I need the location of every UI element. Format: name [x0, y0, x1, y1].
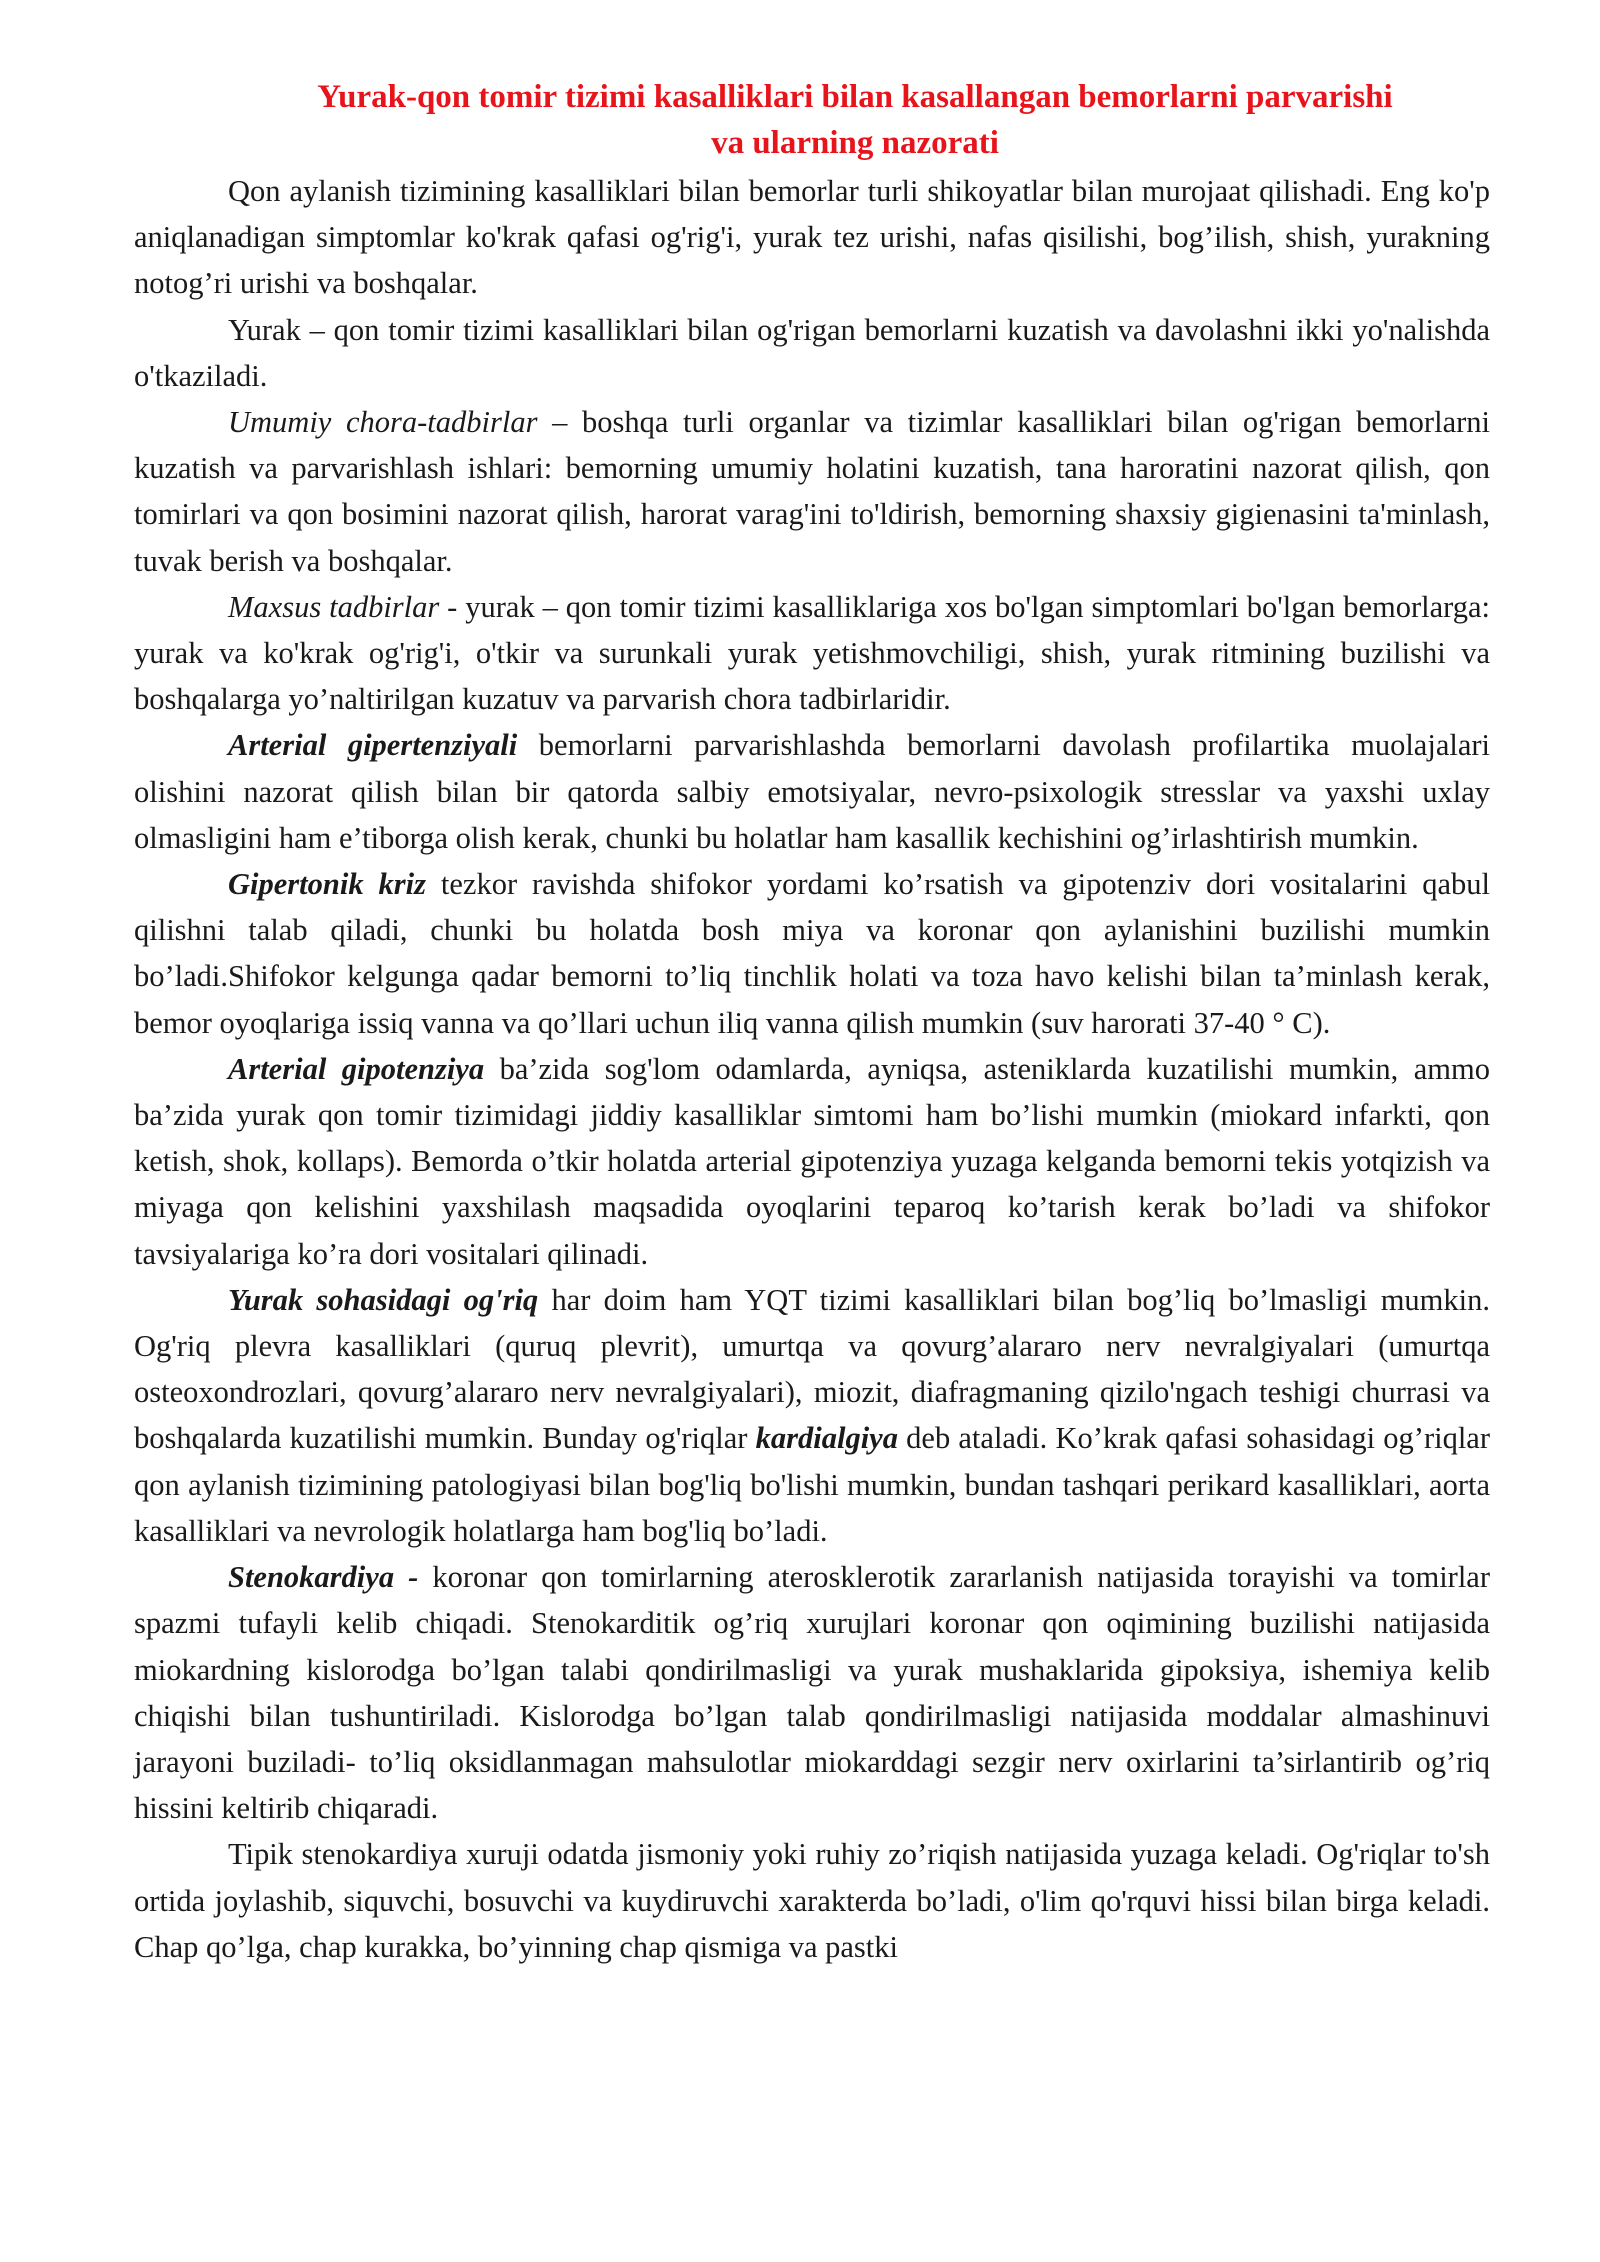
paragraph-heart-pain [134, 1277, 1490, 1554]
paragraph-hypotension [134, 1046, 1490, 1277]
title-line-1: Yurak-qon tomir tizimi kasalliklari bilan kasallangan bemorlarni parvarishi [317, 79, 1393, 115]
term-arterial-hypotension: Arterial gipotenziya [228, 1051, 485, 1086]
term-heart-area-pain: Yurak sohasidagi og'riq [228, 1282, 539, 1317]
paragraph-care-directions [134, 307, 1490, 399]
paragraph-symptoms [134, 168, 1490, 307]
term-special-measures: Maxsus tadbirlar [228, 589, 440, 624]
paragraph-text: Qon aylanish tizimining kasalliklari bilan bemorlar turli shikoyatlar bilan murojaat qilishadi. Eng ko'p aniqlanadigan simptomlar ko'krak qafasi og'rig'i, yurak tez urishi, nafas qisilishi, bog’ilish, shish, yurakning notog’ri urishi va boshqalar. [134, 174, 1490, 301]
paragraph-text: Tipik stenokardiya xuruji odatda jismoniy yoki ruhiy zo’riqish natijasida yuzaga keladi. Og'riqlar to'sh ortida joylashib, siquvchi, bosuvchi va kuydiruvchi xarakterda bo’ladi, o'lim qo'rquvi hissi bilan birga keladi. Chap qo’lga, chap kurakka, bo’yinning chap qismiga va pastki [134, 1837, 1490, 1964]
paragraph-text: Yurak – qon tomir tizimi kasalliklari bilan og'rigan bemorlarni kuzatish va davolashni ikki yo'nalishda o'tkaziladi. [134, 312, 1490, 393]
paragraph-text: ba’zida sog'lom odamlarda, ayniqsa, asteniklarda kuzatilishi mumkin, ammo ba’zida yurak qon tomir tizimidagi jiddiy kasalliklar simtomi ham bo’lishi mumkin (miokard infarkti, qon ketish, shok, kollaps). Bemorda o’tkir holatda arterial gipotenziya yuzaga kelganda bemorni tekis yotqizish va miyaga qon kelishini yaxshilash maqsadida oyoqlarini teparoq ko’tarish kerak bo’ladi va shifokor tavsiyalariga ko’ra dori vositalari qilinadi. [134, 1051, 1490, 1271]
paragraph-text: deb ataladi. Ko’krak qafasi sohasidagi og’riqlar qon aylanish tizimining patologiyasi bilan bog'liq bo'lishi mumkin, bundan tashqari perikard kasalliklari, aorta kasalliklari va nevrologik holatlarga ham bog'liq bo’ladi. [134, 1421, 1490, 1548]
term-stenocardia: Stenokardiya - [228, 1560, 419, 1595]
paragraph-text: koronar qon tomirlarning aterosklerotik zararlanish natijasida torayishi va tomirlar spazmi tufayli kelib chiqadi. Stenokarditik og’riq xurujlari koronar qon oqimining buzilishi natijasida miokardning kislorodga bo’lgan talabi qondirilmasligi va yurak mushaklarida gipoksiya, ishemiya kelib chiqishi bilan tushuntiriladi. Kislorodga bo’lgan talab qondirilmasligi natijasida moddalar almashinuvi jarayoni buziladi- to’liq oksidlanmagan mahsulotlar miokarddagi sezgir nerv oxirlarini ta’sirlantirib og’riq hissini keltirib chiqaradi. [134, 1560, 1491, 1826]
paragraph-text: – boshqa turli organlar va tizimlar kasalliklari bilan og'rigan bemorlarni kuzatish va parvarishlash ishlari: bemorning umumiy holatini kuzatish, tana haroratini nazorat qilish, qon tomirlari va qon bosimini nazorat qilish, harorat varag'ini to'ldirish, bemorning shaxsiy gigienasini ta'minlash, tuvak berish va boshqalar. [134, 405, 1490, 578]
term-cardialgia: kardialgiya [755, 1421, 898, 1456]
paragraph-general-measures [134, 399, 1490, 584]
paragraph-text: - yurak – qon tomir tizimi kasalliklariga xos bo'lgan simptomlari bo'lgan bemorlarga: yurak va ko'krak og'rig'i, o'tkir va surunkali yurak yetishmovchiligi, shish, yurak ritmining buzilishi va boshqalarga yo’naltirilgan kuzatuv va parvarish chora tadbirlaridir. [134, 589, 1491, 717]
title-line-2: va ularning nazorati [711, 125, 999, 161]
term-arterial-hypertension: Arterial gipertenziyali [228, 728, 518, 763]
paragraph-special-measures [134, 584, 1490, 723]
paragraph-stenocardia [134, 1554, 1490, 1831]
paragraph-text: tezkor ravishda shifokor yordami ko’rsatish va gipotenziv dori vositalarini qabul qilishni talab qiladi, chunki bu holatda bosh miya va koronar qon aylanishini buzilishi mumkin bo’ladi.Shifokor kelgunga qadar bemorni to’liq tinchlik holati va toza havo kelishi bilan ta’minlash kerak, bemor oyoqlariga issiq vanna va qo’llari uchun iliq vanna qilish mumkin (suv harorati 37-40 ° C). [134, 867, 1491, 1040]
paragraph-hypertension [134, 722, 1490, 861]
document-title [230, 74, 1480, 166]
term-hypertensive-crisis: Gipertonik kriz [228, 867, 426, 902]
document-body [134, 168, 1490, 1970]
paragraph-text: har doim ham YQT tizimi kasalliklari bilan bog’liq bo’lmasligi mumkin. Og'riq plevra kasalliklari (quruq plevrit), umurtqa va qovurg’alararo nerv nevralgiyalari (umurtqa osteoxondrozlari, qovurg’alararo nerv nevralgiyalari), miozit, diafragmaning qizilo'ngach teshigi churrasi va boshqalarda kuzatilishi mumkin. Bunday og'riqlar [134, 1282, 1490, 1456]
paragraph-text: bemorlarni parvarishlashda bemorlarni davolash profilartika muolajalari olishini nazorat qilish bilan bir qatorda salbiy emotsiyalar, nevro-psixologik stresslar va yaxshi uxlay olmasligini ham e’tiborga olish kerak, chunki bu holatlar ham kasallik kechishini og’irlashtirish mumkin. [134, 728, 1490, 855]
paragraph-hypertensive-crisis [134, 861, 1490, 1046]
paragraph-typical-attack [134, 1831, 1490, 1970]
term-general-measures: Umumiy chora-tadbirlar [228, 405, 538, 440]
